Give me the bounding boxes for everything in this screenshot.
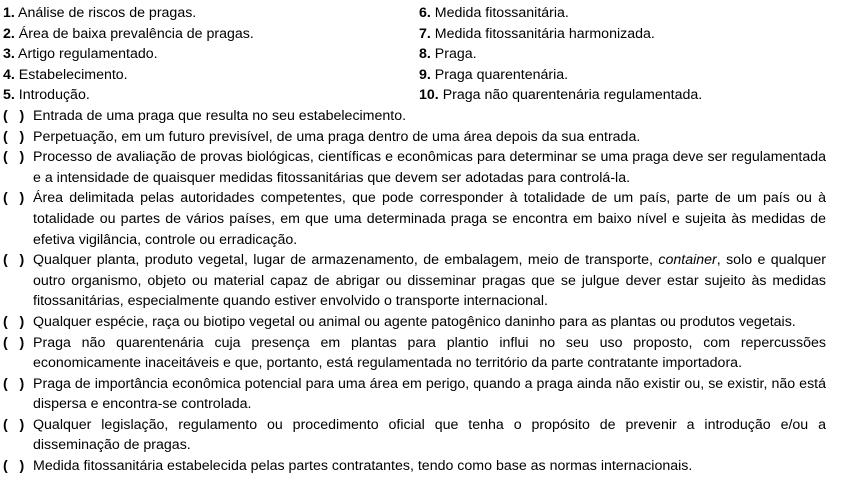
term-list [3,3,849,106]
definition-text: Processo de avaliação de provas biológicas, científicas e econômicas para determinar se uma praga deve ser regulamentada e a intensidade de quaisquer medidas fitossanitárias que devem ser adotadas para controlá-la. [33,149,826,186]
term-label: Área de baixa prevalência de pragas. [18,25,254,42]
answer-blank: ( ) [3,190,25,207]
answer-blank: ( ) [3,128,25,145]
answer-blank: ( ) [3,149,25,166]
definition-text: Medida fitossanitária estabelecida pelas partes contratantes, tendo como base as normas internacionais. [33,458,693,475]
term-number: 1. [3,5,15,21]
answer-blank: ( ) [3,252,25,269]
definition-text-part: Qualquer planta, produto vegetal, lugar de armazenamento, de embalagem, meio de transporte, [33,252,659,269]
answer-blank: ( ) [3,313,25,330]
definition-text-emphasis: container [658,252,717,269]
term-label: Artigo regulamentado. [18,46,158,63]
term-7 [419,24,839,45]
term-3 [3,44,419,65]
term-label: Estabelecimento. [18,66,128,83]
definition-text: Qualquer legislação, regulamento ou procedimento oficial que tenha o propósito de prevenir a introdução e/ou a disseminação de pragas. [33,416,826,454]
definition-item [3,106,849,127]
term-label: Praga não quarentenária regulamentada. [442,87,703,104]
term-label: Análise de riscos de pragas. [18,5,197,21]
definition-item [3,415,849,456]
definition-text: Área delimitada pelas autoridades competentes, que pode corresponder à totalidade de um país, parte de um país ou à totalidade ou partes de vários países, em que uma determinada praga se encontra em baixo nível e sujeita às medidas de efetiva vigilância, controle ou erradicação. [33,190,826,248]
term-number: 5. [3,87,15,104]
term-number: 9. [419,66,431,83]
term-label: Praga. [434,46,477,63]
term-number: 7. [419,25,431,42]
term-number: 2. [3,25,15,42]
term-number: 8. [419,46,431,63]
term-1 [3,3,419,24]
answer-blank: ( ) [3,334,25,351]
definition-item [3,127,849,148]
definition-text: Perpetuação, em um futuro previsível, de uma praga dentro de uma área depois da sua entrada. [33,128,641,145]
term-number: 3. [3,46,15,63]
definition-item [3,147,849,188]
definition-item [3,374,849,415]
term-number: 10. [419,87,439,104]
definition-text: Praga não quarentenária cuja presença em plantas para plantio influi no seu uso proposto, com repercussões economicamente inaceitáveis e que, portanto, está regulamentada no território da parte contratante importadora. [33,334,826,372]
term-2 [3,24,419,45]
definition-item [3,312,849,333]
definition-item [3,250,849,312]
definition-text [33,250,826,312]
definition-item [3,333,849,374]
term-9 [419,65,839,86]
term-8 [419,44,839,65]
term-label: Medida fitossanitária harmonizada. [434,25,655,42]
definition-text: Praga de importância econômica potencial para uma área em perigo, quando a praga ainda não existir ou, se existir, não está dispersa e encontra-se controlada. [33,375,826,413]
definition-list [3,106,849,477]
answer-blank: ( ) [3,416,25,433]
definition-item [3,456,849,477]
answer-blank: ( ) [3,107,25,124]
answer-blank: ( ) [3,375,25,392]
answer-blank: ( ) [3,458,25,475]
definition-item [3,188,849,250]
term-10 [419,85,839,106]
term-number: 4. [3,66,15,83]
term-5 [3,85,419,106]
definition-text-part: , solo e qualquer outro organismo, objeto ou material capaz de abrigar ou disseminar pragas que se julgue dever estar sujeito às medidas fitossanitárias, especialmente quando estiver envolvido o transporte internacional. [33,252,826,310]
definition-text: Entrada de uma praga que resulta no seu estabelecimento. [33,107,407,124]
term-label: Praga quarentenária. [434,66,569,83]
definition-text: Qualquer espécie, raça ou biotipo vegetal ou animal ou agente patogênico daninho para as plantas ou produtos vegetais. [33,313,796,330]
term-number: 6. [419,5,431,21]
term-4 [3,65,419,86]
term-label: Medida fitossanitária. [434,5,569,21]
term-6 [419,3,839,24]
term-label: Introdução. [18,87,90,104]
